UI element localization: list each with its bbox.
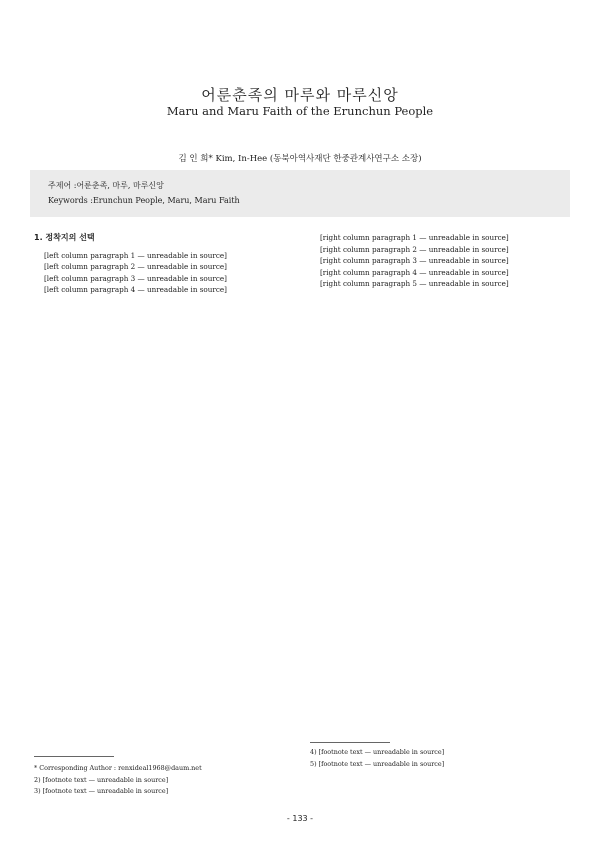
corresponding-author-note: * Corresponding Author : renxideal1968@daum.net [34, 764, 202, 772]
footnote: 5) [footnote text — unreadable in source] [310, 759, 445, 768]
keywords-english-label: Keywords : [48, 196, 93, 205]
keywords-korean-line [48, 180, 164, 191]
footnotes-left [34, 764, 292, 799]
footnote-divider-left [34, 756, 114, 757]
keywords-english: Erunchun People, Maru, Maru Faith [92, 196, 240, 205]
footnote-divider-right [310, 742, 390, 743]
article-title-korean: 어룬춘족의 마루와 마루신앙 [201, 86, 399, 104]
section-heading: 1. 정착지의 선택 [34, 233, 95, 242]
keywords-english-line [48, 196, 240, 205]
body-paragraph: [right column paragraph 2 — unreadable in source] [320, 244, 509, 254]
keywords-box [30, 170, 570, 217]
page-number: - 133 - [286, 814, 314, 823]
footnotes-right [310, 748, 568, 771]
keywords-korean: 어룬춘족, 마루, 마루신앙 [76, 181, 164, 190]
body-column-left [34, 232, 294, 296]
body-paragraph: [right column paragraph 1 — unreadable in source] [320, 233, 509, 242]
body-paragraph: [right column paragraph 5 — unreadable in source] [320, 279, 509, 289]
footnote: 2) [footnote text — unreadable in source] [34, 775, 169, 784]
footnote: 4) [footnote text — unreadable in source] [310, 748, 445, 756]
body-paragraph: [left column paragraph 2 — unreadable in source] [44, 262, 227, 272]
body-paragraph: [left column paragraph 3 — unreadable in source] [44, 273, 227, 283]
body-paragraph: [right column paragraph 3 — unreadable in source] [320, 256, 509, 266]
article-title-english: Maru and Maru Faith of the Erunchun People [166, 104, 434, 118]
keywords-korean-label: 주제어 : [48, 181, 77, 190]
body-paragraph: [left column paragraph 4 — unreadable in source] [44, 285, 227, 295]
body-column-right [310, 232, 570, 290]
body-paragraph: [left column paragraph 1 — unreadable in source] [44, 250, 227, 260]
footnote: 3) [footnote text — unreadable in source] [34, 787, 169, 795]
body-paragraph: [right column paragraph 4 — unreadable in source] [320, 267, 509, 277]
author-line: 김 인 희* Kim, In-Hee (동북아역사재단 한중관계사연구소 소장) [178, 154, 422, 164]
